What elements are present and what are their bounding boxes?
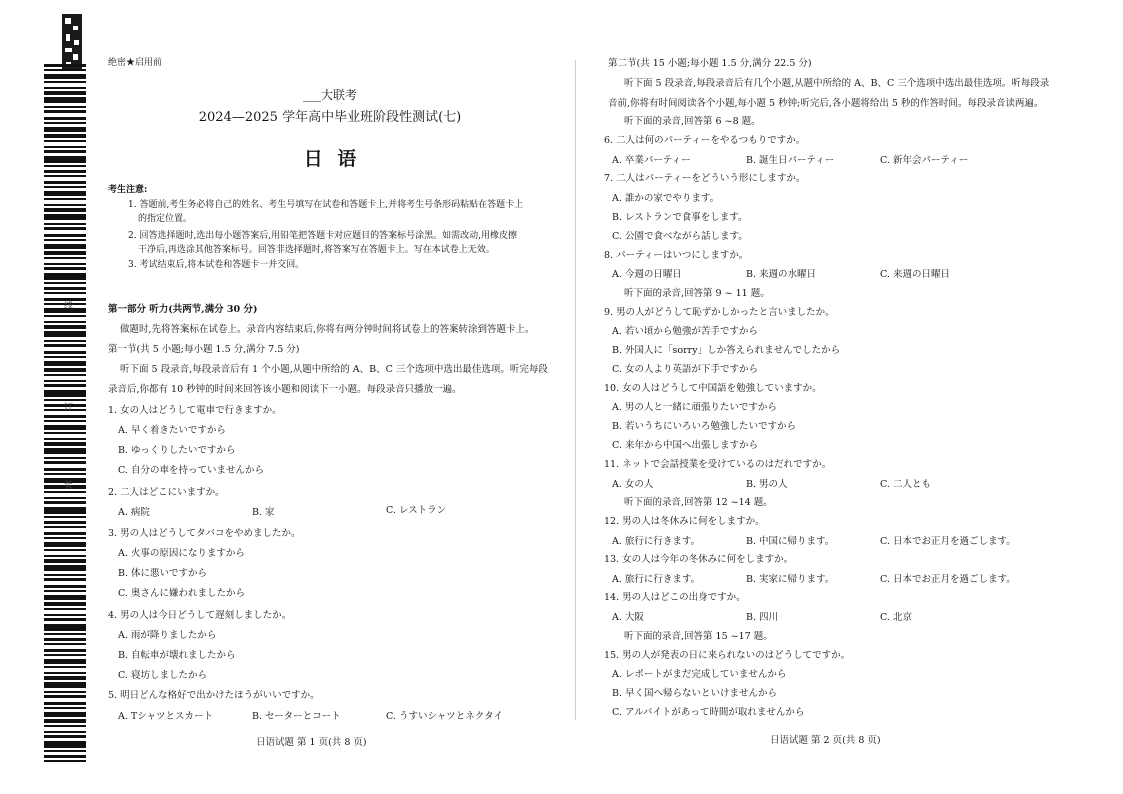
question-12: 12. 男の人は冬休みに何をしますか。 xyxy=(604,516,765,527)
notice-item-2-cont: 干净后,再选涂其他答案标号。回答非选择题时,将答案写在答题卡上。写在本试卷上无效。 xyxy=(138,245,495,255)
question-15-option-b: B. 早く国へ帰らないといけませんから xyxy=(612,688,778,699)
barcode-stripe xyxy=(44,263,86,265)
question-8-option-a: A. 今週の日曜日 xyxy=(612,269,682,280)
question-11-option-b: B. 男の人 xyxy=(746,479,788,490)
barcode-stripe xyxy=(44,344,86,347)
barcode-stripe xyxy=(44,442,86,446)
part1-title: 第一部分 听力(共两节,满分 30 分) xyxy=(108,304,258,315)
question-5-option-b: B. セーターとコート xyxy=(252,711,341,722)
question-12-option-c: C. 日本でお正月を過ごします。 xyxy=(880,536,1016,547)
question-9-option-b: B. 外国人に「sorry」しか答えられませんでしたから xyxy=(612,345,841,356)
barcode-stripe xyxy=(44,361,86,366)
question-7-option-a: A. 誰かの家でやります。 xyxy=(612,193,720,204)
barcode-stripe xyxy=(44,351,86,354)
barcode-stripe xyxy=(44,140,86,142)
question-10: 10. 女の人はどうして中国語を勉強していますか。 xyxy=(604,383,822,394)
barcode-stripe xyxy=(44,521,86,524)
question-15-option-a: A. レポートがまだ完成していませんから xyxy=(612,669,787,680)
barcode-stripe xyxy=(44,638,86,641)
barcode-stripe xyxy=(44,719,86,723)
question-6-option-a: A. 卒業パーティー xyxy=(612,155,691,166)
qr-code xyxy=(62,14,82,70)
barcode-stripe xyxy=(44,695,86,698)
question-2-option-c: C. レストラン xyxy=(386,505,447,516)
barcode-stripe xyxy=(44,666,86,668)
barcode-stripe xyxy=(44,127,86,132)
barcode-stripe xyxy=(44,755,86,758)
notice-title: 考生注意: xyxy=(108,185,148,195)
barcode-stripe xyxy=(44,602,86,606)
barcode-stripe xyxy=(44,461,86,464)
barcode-stripe xyxy=(44,425,86,430)
barcode-stripe xyxy=(44,457,86,459)
question-6: 6. 二人は何のパーティーをやるつもりですか。 xyxy=(604,135,806,146)
barcode-stripe xyxy=(44,368,86,372)
barcode-stripe xyxy=(44,438,86,440)
barcode-stripe xyxy=(44,204,86,206)
barcode-stripe xyxy=(44,267,86,270)
barcode-stripe xyxy=(44,549,86,551)
subject-title: 日 语 xyxy=(303,148,361,170)
question-13: 13. 女の人は今年の冬休みに何をしますか。 xyxy=(604,554,794,565)
barcode-stripe xyxy=(44,473,86,475)
barcode-stripe xyxy=(44,181,86,184)
question-9: 9. 男の人がどうして恥ずかしかったと言いましたか。 xyxy=(604,307,835,318)
barcode-stripe xyxy=(44,618,86,621)
barcode-stripe xyxy=(44,251,86,255)
barcode-stripe xyxy=(44,725,86,727)
question-3-option-b: B. 体に悪いですから xyxy=(118,568,208,579)
part1-description: 做题时,先将答案标在试卷上。录音内容结束后,你将有两分钟时间将试卷上的答案转涂到答题卡上。 xyxy=(120,324,535,335)
barcode-stripe xyxy=(44,325,86,329)
barcode-stripe xyxy=(44,537,86,539)
barcode-stripe xyxy=(44,356,86,358)
barcode-stripe xyxy=(44,69,86,71)
barcode-stripe xyxy=(44,672,86,674)
barcode-stripe xyxy=(44,390,86,397)
question-13-option-c: C. 日本でお正月を過ごします。 xyxy=(880,574,1016,585)
barcode-stripe xyxy=(44,624,86,631)
barcode-stripe xyxy=(44,507,86,514)
barcode-stripe xyxy=(44,497,86,499)
question-14: 14. 男の人はどこの出身ですか。 xyxy=(604,592,746,603)
question-14-option-a: A. 大阪 xyxy=(612,612,644,623)
question-12-option-a: A. 旅行に行きます。 xyxy=(612,536,701,547)
barcode-stripe xyxy=(44,257,86,259)
binding-mark-order: 订 xyxy=(64,403,74,413)
question-1-option-c: C. 自分の車を持っていませんから xyxy=(118,465,264,476)
barcode-stripe xyxy=(44,208,86,212)
question-13-option-b: B. 実家に帰ります。 xyxy=(746,574,835,585)
barcode-stripe xyxy=(44,643,86,645)
barcode-stripe xyxy=(44,282,86,284)
barcode-stripe xyxy=(44,532,86,535)
barcode-stripe xyxy=(44,608,86,610)
question-2-option-b: B. 家 xyxy=(252,507,275,518)
question-8: 8. パーティーはいつにしますか。 xyxy=(604,250,749,261)
exam-organizer: ___大联考 xyxy=(302,88,357,102)
barcode-stripe xyxy=(44,198,86,200)
barcode-stripe xyxy=(44,691,86,693)
barcode-stripe xyxy=(44,321,86,323)
barcode-stripe xyxy=(44,287,86,290)
barcode-stripe xyxy=(44,578,86,581)
barcode-stripe xyxy=(44,234,86,237)
barcode-stripe xyxy=(44,501,86,504)
question-6-option-c: C. 新年会パーティー xyxy=(880,155,969,166)
question-5-option-a: A. Tシャツとスカート xyxy=(118,711,214,722)
barcode-stripe xyxy=(44,292,86,294)
instruction-15-17: 听下面的录音,回答第 15 ~17 题。 xyxy=(624,631,773,642)
barcode-stripe xyxy=(44,559,86,563)
barcode-stripe xyxy=(44,380,86,382)
barcode-stripe xyxy=(44,741,86,748)
barcode-stripe xyxy=(44,659,86,664)
barcode-stripe xyxy=(44,227,86,230)
barcode-stripe xyxy=(44,415,86,418)
question-9-option-c: C. 女の人より英語が下手ですから xyxy=(612,364,758,375)
question-7-option-b: B. レストランで食事をします。 xyxy=(612,212,748,223)
question-10-option-c: C. 来年から中国へ出張しますから xyxy=(612,440,758,451)
instruction-12-14: 听下面的录音,回答第 12 ~14 题。 xyxy=(624,497,773,508)
barcode-stripe xyxy=(44,654,86,656)
notice-item-1-cont: 的指定位置。 xyxy=(138,214,193,224)
question-14-option-b: B. 四川 xyxy=(746,612,779,623)
notice-item-3: 3. 考试结束后,将本试卷和答题卡一并交回。 xyxy=(128,260,305,270)
question-1-option-b: B. ゆっくりしたいですから xyxy=(118,445,236,456)
question-4-option-c: C. 寝坊しましたから xyxy=(118,670,207,681)
barcode-stripe xyxy=(44,81,86,83)
barcode-stripe xyxy=(44,384,86,387)
section1-description-line2: 录音后,你都有 10 秒钟的时间来回答该小题和阅读下一小题。每段录音只播放一遍。 xyxy=(108,384,462,395)
barcode-stripe xyxy=(44,432,86,434)
barcode-stripe xyxy=(44,574,86,576)
barcode-stripe xyxy=(44,134,86,138)
question-5-option-c: C. うすいシャツとネクタイ xyxy=(386,711,503,722)
barcode-stripe xyxy=(44,223,86,225)
barcode-stripe xyxy=(44,273,86,280)
barcode-stripe xyxy=(44,468,86,471)
barcode-stripe xyxy=(44,590,86,592)
binding-mark-bind: 装 xyxy=(64,481,74,491)
question-14-option-c: C. 北京 xyxy=(880,612,912,623)
barcode-stripe xyxy=(44,64,86,67)
barcode-stripe xyxy=(44,448,86,454)
question-3-option-c: C. 奥さんに嫌われましたから xyxy=(118,588,245,599)
question-9-option-a: A. 若い頃から勉強が苦手ですから xyxy=(612,326,758,337)
barcode-stripe xyxy=(44,244,86,249)
question-13-option-a: A. 旅行に行きます。 xyxy=(612,574,701,585)
barcode-stripe xyxy=(44,214,86,220)
barcode-stripe xyxy=(44,191,86,196)
section2-title: 第二节(共 15 小题;每小题 1.5 分,满分 22.5 分) xyxy=(608,58,812,69)
barcode-stripe xyxy=(44,676,86,680)
barcode-stripe xyxy=(44,555,86,557)
question-1: 1. 女の人はどうして電車で行きますか。 xyxy=(108,405,282,416)
barcode-stripe xyxy=(44,331,86,337)
question-2: 2. 二人はどこにいますか。 xyxy=(108,487,225,498)
question-15: 15. 男の人が発表の日に来られないのはどうしてですか。 xyxy=(604,650,851,661)
barcode-stripe xyxy=(44,595,86,600)
barcode-stripe xyxy=(44,760,86,762)
question-11: 11. ネットで会話授業を受けているのはだれですか。 xyxy=(604,459,832,470)
barcode-stripe xyxy=(44,735,86,738)
barcode-stripe xyxy=(44,750,86,752)
barcode-stripe xyxy=(44,585,86,588)
barcode-stripe xyxy=(44,239,86,241)
barcode-stripe xyxy=(44,420,86,422)
question-10-option-b: B. 若いうちにいろいろ勉強したいですから xyxy=(612,421,797,432)
section1-description-line1: 听下面 5 段录音,每段录音后有 1 个小题,从题中所给的 A、B、C 三个选项中选出最佳选项。听完每段 xyxy=(120,364,548,375)
question-11-option-c: C. 二人とも xyxy=(880,479,931,490)
question-11-option-a: A. 女の人 xyxy=(612,479,654,490)
question-5: 5. 明日どんな格好で出かけたほうがいいですか。 xyxy=(108,690,320,701)
barcode-stripe xyxy=(44,707,86,709)
page1-footer: 日语试题 第 1 页(共 8 页) xyxy=(256,737,367,748)
section1-title: 第一节(共 5 小题;每小题 1.5 分,满分 7.5 分) xyxy=(108,344,300,355)
question-6-option-b: B. 誕生日パーティー xyxy=(746,155,835,166)
page2-footer: 日语试题 第 2 页(共 8 页) xyxy=(770,735,881,746)
question-4: 4. 男の人は今日どうして遅刻しましたか。 xyxy=(108,610,292,621)
question-4-option-b: B. 自転車が壊れましたから xyxy=(118,650,236,661)
question-7: 7. 二人はパーティーをどういう形にしますか。 xyxy=(604,173,806,184)
question-4-option-a: A. 雨が降りましたから xyxy=(118,630,217,641)
barcode-stripe xyxy=(44,74,86,79)
question-3-option-a: A. 火事の原因になりますから xyxy=(118,548,245,559)
barcode-stripe xyxy=(44,565,86,571)
barcode-stripe xyxy=(44,526,86,528)
barcode-stripe xyxy=(44,542,86,547)
barcode-stripe xyxy=(44,614,86,616)
notice-item-2: 2. 回答选择题时,选出每小题答案后,用铅笔把答题卡对应题目的答案标号涂黑。如需改动,用橡皮擦 xyxy=(128,231,518,241)
barcode-stripe xyxy=(44,516,86,518)
barcode-stripe xyxy=(44,682,86,688)
barcode-stripe xyxy=(44,186,86,188)
barcode-stripe xyxy=(44,649,86,652)
question-2-option-a: A. 病院 xyxy=(118,507,150,518)
barcode-stripe xyxy=(44,315,86,317)
barcode-stripe xyxy=(44,712,86,717)
barcode-stripe xyxy=(44,374,86,376)
barcode-stripe xyxy=(44,340,86,342)
notice-item-1: 1. 答题前,考生务必将自己的姓名、考生号填写在试卷和答题卡上,并将考生号条形码粘贴在答题卡上 xyxy=(128,200,524,210)
question-8-option-b: B. 来週の水曜日 xyxy=(746,269,817,280)
barcode-stripe xyxy=(44,633,86,635)
section2-description-line2: 音前,你将有时间阅读各个小题,每小题 5 秒钟;听完后,各小题将给出 5 秒的作答时间。每段录音读两遍。 xyxy=(608,98,1044,109)
question-7-option-c: C. 公園で食べながら話します。 xyxy=(612,231,748,242)
question-12-option-b: B. 中国に帰ります。 xyxy=(746,536,835,547)
exam-title: 2024—2025 学年高中毕业班阶段性测试(七) xyxy=(198,110,462,125)
instruction-6-8: 听下面的录音,回答第 6 ~8 题。 xyxy=(624,116,761,127)
section2-description-line1: 听下面 5 段录音,每段录音后有几个小题,从题中所给的 A、B、C 三个选项中选出最佳选项。听每段录 xyxy=(624,78,1050,89)
question-10-option-a: A. 男の人と一緒に頑張りたいですから xyxy=(612,402,777,413)
barcode-stripe xyxy=(44,491,86,493)
question-8-option-c: C. 来週の日曜日 xyxy=(880,269,950,280)
question-1-option-a: A. 早く着きたいですから xyxy=(118,425,226,436)
binding-mark-line: 线 xyxy=(64,301,74,311)
barcode-stripe xyxy=(44,175,86,177)
question-15-option-c: C. アルバイトがあって時間が取れませんから xyxy=(612,707,805,718)
barcode-stripe xyxy=(44,702,86,705)
confidential-mark: 绝密★启用前 xyxy=(108,58,163,68)
barcode-stripe xyxy=(44,731,86,733)
instruction-9-11: 听下面的录音,回答第 9 ~ 11 题。 xyxy=(624,288,770,299)
question-3: 3. 男の人はどうしてタバコをやめましたか。 xyxy=(108,528,301,539)
